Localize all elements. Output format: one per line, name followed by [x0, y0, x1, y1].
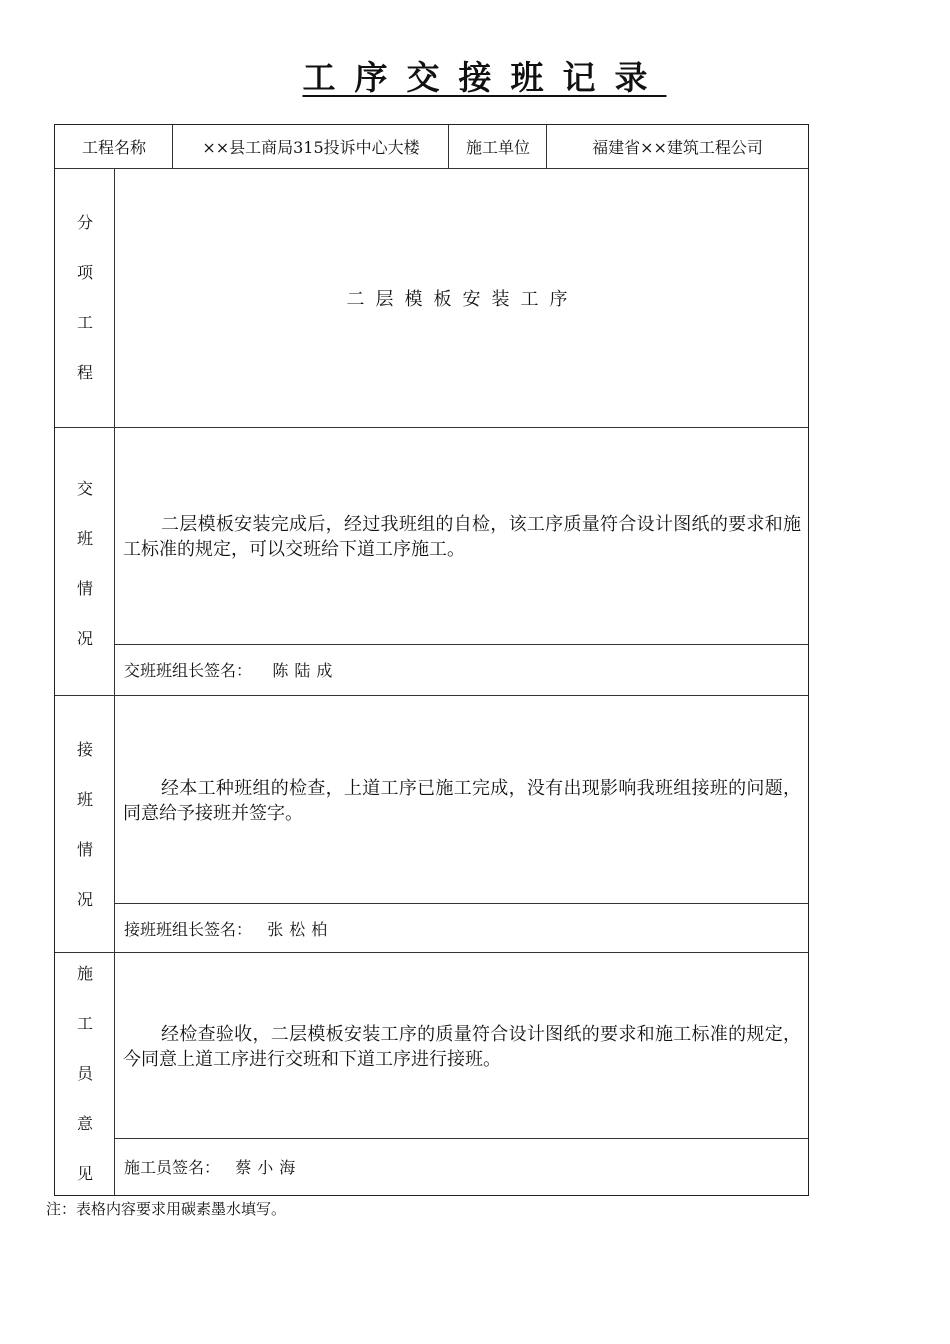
handover-label — [55, 435, 115, 693]
takeover-label-char: 班 — [76, 790, 93, 809]
project-name-label: 工程名称 — [81, 138, 146, 157]
divider — [55, 427, 808, 428]
handover-form-table — [54, 124, 809, 1196]
supervisor-signature — [124, 1158, 301, 1178]
handover-label-char: 班 — [76, 529, 93, 548]
divider — [55, 695, 808, 696]
divider — [448, 125, 449, 168]
divider — [172, 125, 173, 168]
subproject-label-char: 工 — [76, 312, 93, 332]
handover-label-char: 交 — [76, 479, 93, 498]
divider — [115, 644, 808, 645]
footnote: 注：表格内容要求用碳素墨水填写。 — [46, 1200, 287, 1218]
project-name-value: ××县工商局315投诉中心大楼 — [202, 138, 420, 157]
supervisor-text: 经检查验收，二层模板安装工序的质量符合设计图纸的要求和施工标准的规定，今同意上道工序进行交班和下道工序进行接班。 — [123, 1024, 801, 1070]
takeover-label-char: 接 — [76, 740, 93, 759]
supervisor-label-char: 施 — [76, 963, 93, 983]
supervisor-label-char: 员 — [76, 1063, 93, 1083]
takeover-signature-name: 张松柏 — [267, 920, 334, 939]
divider — [546, 125, 547, 168]
supervisor-label-char: 见 — [76, 1163, 93, 1183]
handover-label-char: 况 — [76, 629, 93, 648]
supervisor-label-char: 工 — [76, 1013, 93, 1033]
handover-signature-label: 交班班组长签名： — [124, 661, 253, 680]
divider — [115, 1138, 808, 1139]
subproject-label — [55, 168, 115, 427]
takeover-text: 经本工种班组的检查，上道工序已施工完成，没有出现影响我班组接班的问题，同意给予接班并签字。 — [123, 778, 801, 824]
supervisor-signature-label: 施工员签名： — [124, 1158, 221, 1177]
subproject-label-char: 程 — [76, 362, 93, 382]
page-title — [0, 56, 950, 100]
handover-text: 二层模板安装完成后，经过我班组的自检，该工序质量符合设计图纸的要求和施工标准的规定，可以交班给下道工序施工。 — [123, 514, 801, 560]
subproject-value: 二层模板安装工序 — [346, 289, 579, 310]
takeover-signature-label: 接班班组长签名： — [124, 920, 253, 939]
supervisor-label-char: 意 — [76, 1113, 93, 1133]
handover-signature — [124, 661, 338, 681]
divider — [55, 168, 808, 169]
supervisor-label — [55, 952, 115, 1195]
takeover-signature — [124, 920, 333, 940]
subproject-label-char: 分 — [76, 212, 93, 232]
contractor-value: 福建省××建筑工程公司 — [592, 138, 763, 157]
takeover-label-char: 况 — [76, 890, 93, 909]
handover-signature-name: 陈陆成 — [272, 661, 339, 680]
takeover-label-char: 情 — [76, 840, 93, 859]
handover-label-char: 情 — [76, 579, 93, 598]
subproject-label-char: 项 — [76, 262, 93, 282]
page-title-text: 工序交接班记录 — [302, 58, 667, 97]
takeover-label — [55, 700, 115, 950]
supervisor-signature-name: 蔡小海 — [235, 1158, 302, 1177]
divider — [55, 952, 808, 953]
divider — [115, 903, 808, 904]
contractor-label: 施工单位 — [465, 138, 530, 157]
